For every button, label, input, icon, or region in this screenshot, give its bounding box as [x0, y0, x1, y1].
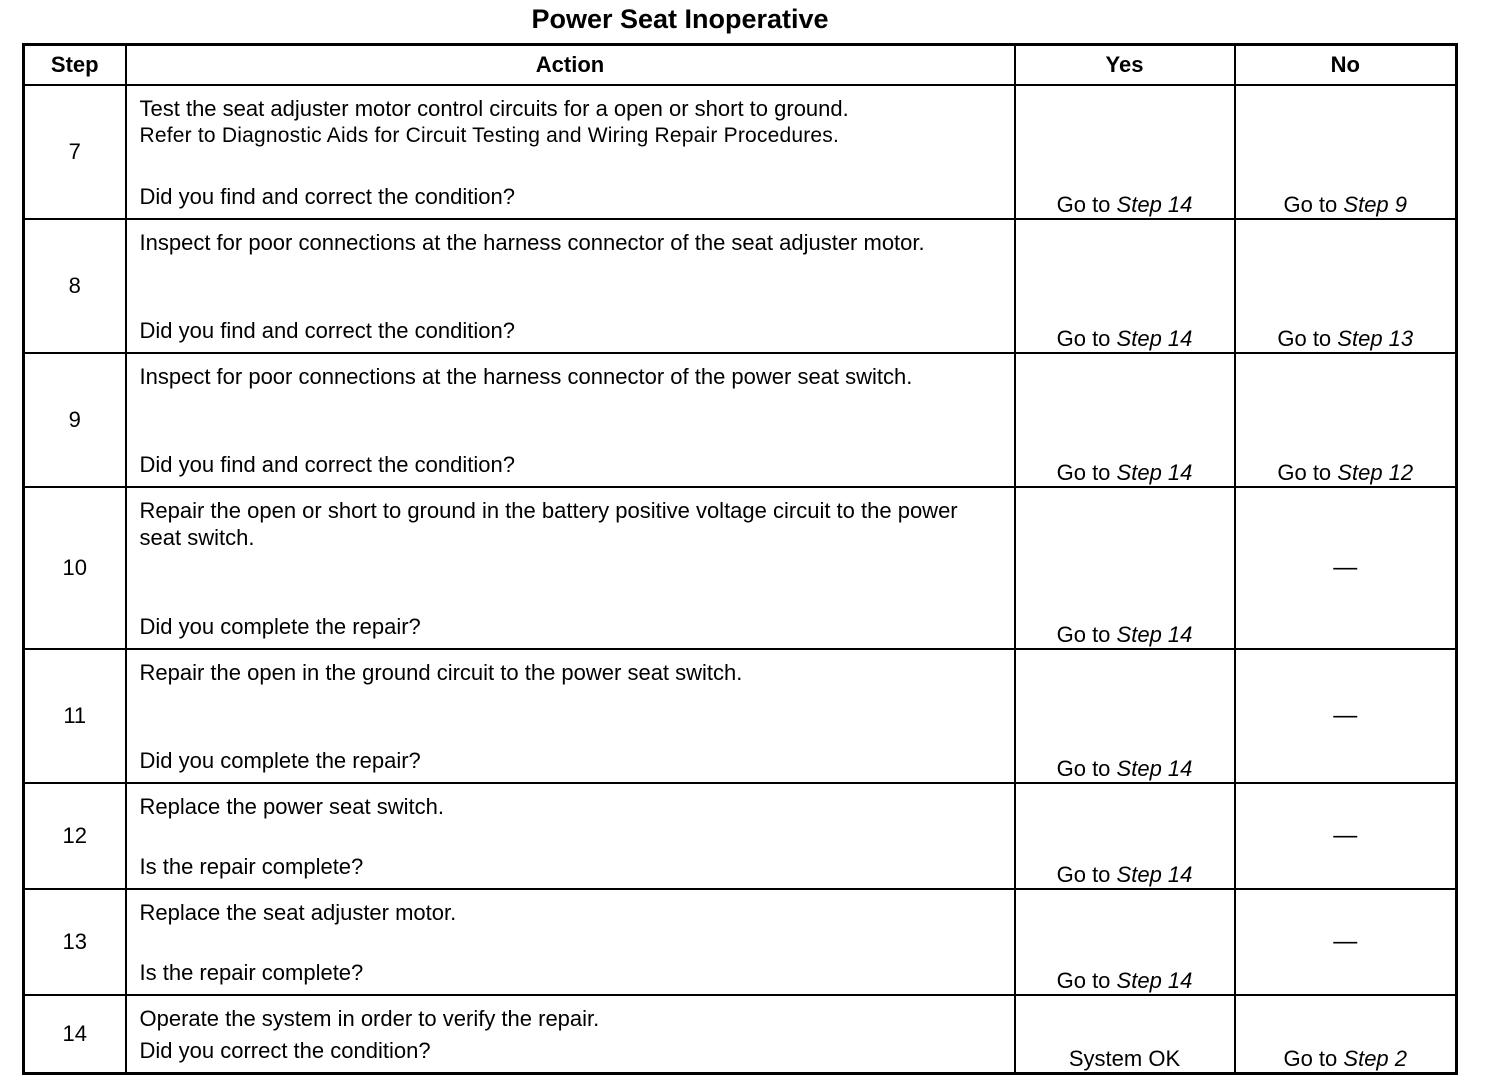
no-step-link[interactable]: Step 13: [1337, 326, 1414, 351]
yes-step-link[interactable]: Step 14: [1116, 460, 1193, 485]
no-cell: [1235, 219, 1457, 353]
action-cell: [126, 995, 1015, 1073]
no-step-link[interactable]: Step 12: [1337, 460, 1414, 485]
action-question: Did you correct the condition?: [139, 1037, 431, 1063]
step-number: 13: [24, 889, 126, 995]
yes-cell: [1015, 649, 1235, 783]
table-row: [24, 783, 1457, 889]
yes-step-link[interactable]: Step 14: [1116, 622, 1193, 647]
action-instruction: Inspect for poor connections at the harness connector of the power seat switch.: [139, 364, 913, 389]
action-question: Did you complete the repair?: [139, 614, 421, 639]
no-cell: —: [1235, 783, 1457, 889]
step-number: 14: [24, 995, 126, 1073]
action-cell: [126, 353, 1015, 487]
step-number: 9: [24, 353, 126, 487]
no-cell: [1235, 995, 1457, 1073]
no-step-link[interactable]: Step 9: [1343, 192, 1408, 217]
action-cell: [126, 219, 1015, 353]
step-number: 8: [24, 219, 126, 353]
diagnostic-table: [22, 43, 1458, 1075]
action-question: Is the repair complete?: [139, 960, 364, 985]
action-cell: [126, 783, 1015, 889]
action-cell: [126, 889, 1015, 995]
action-instruction: Replace the power seat switch.: [139, 794, 444, 819]
table-row: [24, 219, 1457, 353]
no-cell: —: [1235, 649, 1457, 783]
goto-prefix: Go to: [1056, 756, 1111, 781]
action-question: Is the repair complete?: [139, 854, 364, 879]
no-cell: —: [1235, 487, 1457, 649]
action-instruction: Replace the seat adjuster motor.: [139, 900, 457, 925]
table-row: [24, 353, 1457, 487]
step-number: 12: [24, 783, 126, 889]
header-yes: Yes: [1015, 45, 1235, 86]
no-step-link[interactable]: Step 2: [1343, 1045, 1408, 1071]
action-instruction: Repair the open or short to ground in the battery positive voltage circuit to the power seat switch.: [139, 498, 958, 550]
action-question: Did you find and correct the condition?: [139, 452, 515, 477]
action-instruction: Repair the open in the ground circuit to the power seat switch.: [139, 660, 743, 685]
goto-prefix: Go to: [1277, 460, 1332, 485]
action-instruction: Test the seat adjuster motor control circuits for a open or short to ground.: [139, 96, 849, 121]
goto-prefix: Go to: [1283, 1045, 1338, 1071]
yes-cell: [1015, 783, 1235, 889]
goto-prefix: Go to: [1056, 862, 1111, 887]
step-number: 11: [24, 649, 126, 783]
yes-cell: [1015, 889, 1235, 995]
yes-step-link[interactable]: Step 14: [1116, 756, 1193, 781]
action-instruction: Operate the system in order to verify the repair.: [139, 1006, 600, 1031]
yes-cell: [1015, 85, 1235, 219]
yes-cell: [1015, 219, 1235, 353]
yes-cell: [1015, 487, 1235, 649]
header-row: [24, 45, 1457, 86]
action-cell: [126, 487, 1015, 649]
table-row: [24, 85, 1457, 219]
yes-step-link[interactable]: Step 14: [1116, 968, 1193, 993]
action-question: Did you find and correct the condition?: [139, 184, 515, 209]
page-title: Power Seat Inoperative: [531, 4, 829, 34]
goto-prefix: Go to: [1056, 192, 1111, 217]
action-cell: [126, 85, 1015, 219]
action-question: Did you find and correct the condition?: [139, 318, 515, 343]
yes-cell: [1015, 353, 1235, 487]
yes-step-link[interactable]: Step 14: [1116, 326, 1193, 351]
yes-step-link[interactable]: Step 14: [1116, 862, 1193, 887]
table-row: [24, 889, 1457, 995]
action-reference: Refer to Diagnostic Aids for Circuit Testing and Wiring Repair Procedures.: [139, 124, 840, 147]
goto-prefix: Go to: [1277, 326, 1332, 351]
table-row: [24, 487, 1457, 649]
table-row: [24, 995, 1457, 1073]
goto-prefix: Go to: [1283, 192, 1338, 217]
header-no: No: [1235, 45, 1457, 86]
action-instruction: Inspect for poor connections at the harness connector of the seat adjuster motor.: [139, 230, 925, 255]
table-row: [24, 649, 1457, 783]
no-cell: —: [1235, 889, 1457, 995]
goto-prefix: Go to: [1056, 968, 1111, 993]
goto-prefix: Go to: [1056, 622, 1111, 647]
step-number: 10: [24, 487, 126, 649]
header-step: Step: [24, 45, 126, 86]
action-cell: [126, 649, 1015, 783]
goto-prefix: Go to: [1056, 460, 1111, 485]
step-number: 7: [24, 85, 126, 219]
action-question: Did you complete the repair?: [139, 748, 421, 773]
header-action: Action: [126, 45, 1015, 86]
yes-cell: System OK: [1015, 995, 1235, 1073]
yes-step-link[interactable]: Step 14: [1116, 192, 1193, 217]
goto-prefix: Go to: [1056, 326, 1111, 351]
no-cell: [1235, 353, 1457, 487]
no-cell: [1235, 85, 1457, 219]
